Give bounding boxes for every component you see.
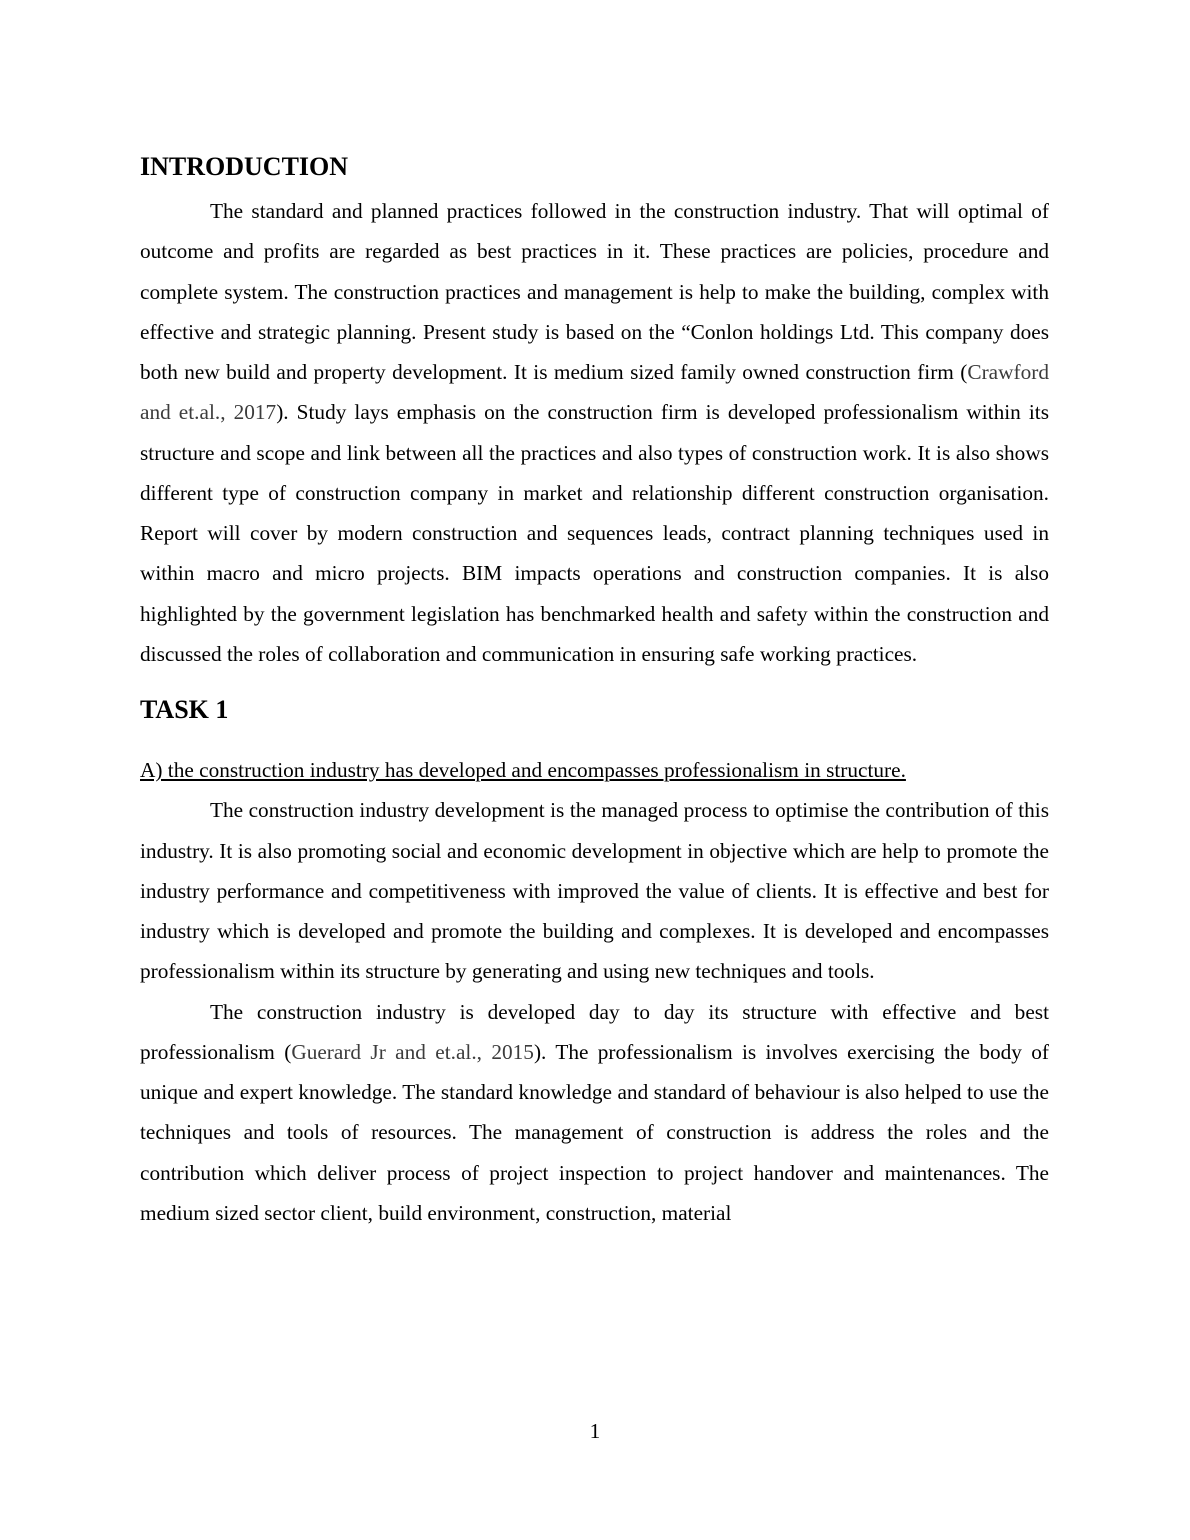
intro-text-part1: The standard and planned practices followed in the construction industry. That will optimal of outcome and profits are regarded as best practices in it. These practices are policies, procedure and complete system. The construction practices and management is help to make the building, complex with effective and strategic planning. Present study is based on the “Conlon holdings Ltd. This company does both new build and property development. It is medium sized family owned construction firm ( xyxy=(140,199,1049,384)
task1-paragraph-2 xyxy=(140,992,1049,1234)
task1-p2-text-part2: ). The professionalism is involves exercising the body of unique and expert knowledge. The standard knowledge and standard of behaviour is also helped to use the techniques and tools of resources. The management of construction is address the roles and the contribution which deliver process of project inspection to project handover and maintenances. The medium sized sector client, build environment, construction, material xyxy=(140,1039,1050,1225)
intro-citation: Crawford and et.al., 2017 xyxy=(140,360,1049,425)
page-number: 1 xyxy=(589,1419,601,1443)
introduction-paragraph xyxy=(140,191,1049,674)
task1-p2-text-part1: The construction industry is developed day to day its structure with effective and best professionalism ( xyxy=(140,999,1049,1064)
document-page xyxy=(140,148,1049,1233)
task1-subheading: A) the construction industry has developed and encompasses professionalism in structure. xyxy=(140,758,906,782)
task1-p2-citation: Guerard Jr and et.al., 2015 xyxy=(291,1039,534,1064)
introduction-heading: INTRODUCTION xyxy=(140,152,349,181)
task1-paragraph-1: The construction industry development is the managed process to optimise the contribution of this industry. It is also promoting social and economic development in objective which are help to promote the industry performance and competitiveness with improved the value of clients. It is effective and best for industry which is developed and promote the building and complexes. It is developed and encompasses professionalism within its structure by generating and using new techniques and tools. xyxy=(140,798,1049,984)
task1-heading: TASK 1 xyxy=(140,695,229,724)
intro-text-part2: ). Study lays emphasis on the construction firm is developed professionalism within its structure and scope and link between all the practices and also types of construction work. It is also shows different type of construction company in market and relationship different construction organisation. Report will cover by modern construction and sequences leads, contract planning techniques used in within macro and micro projects. BIM impacts operations and construction companies. It is also highlighted by the government legislation has benchmarked health and safety within the construction and discussed the roles of collaboration and communication in ensuring safe working practices. xyxy=(140,400,1049,666)
